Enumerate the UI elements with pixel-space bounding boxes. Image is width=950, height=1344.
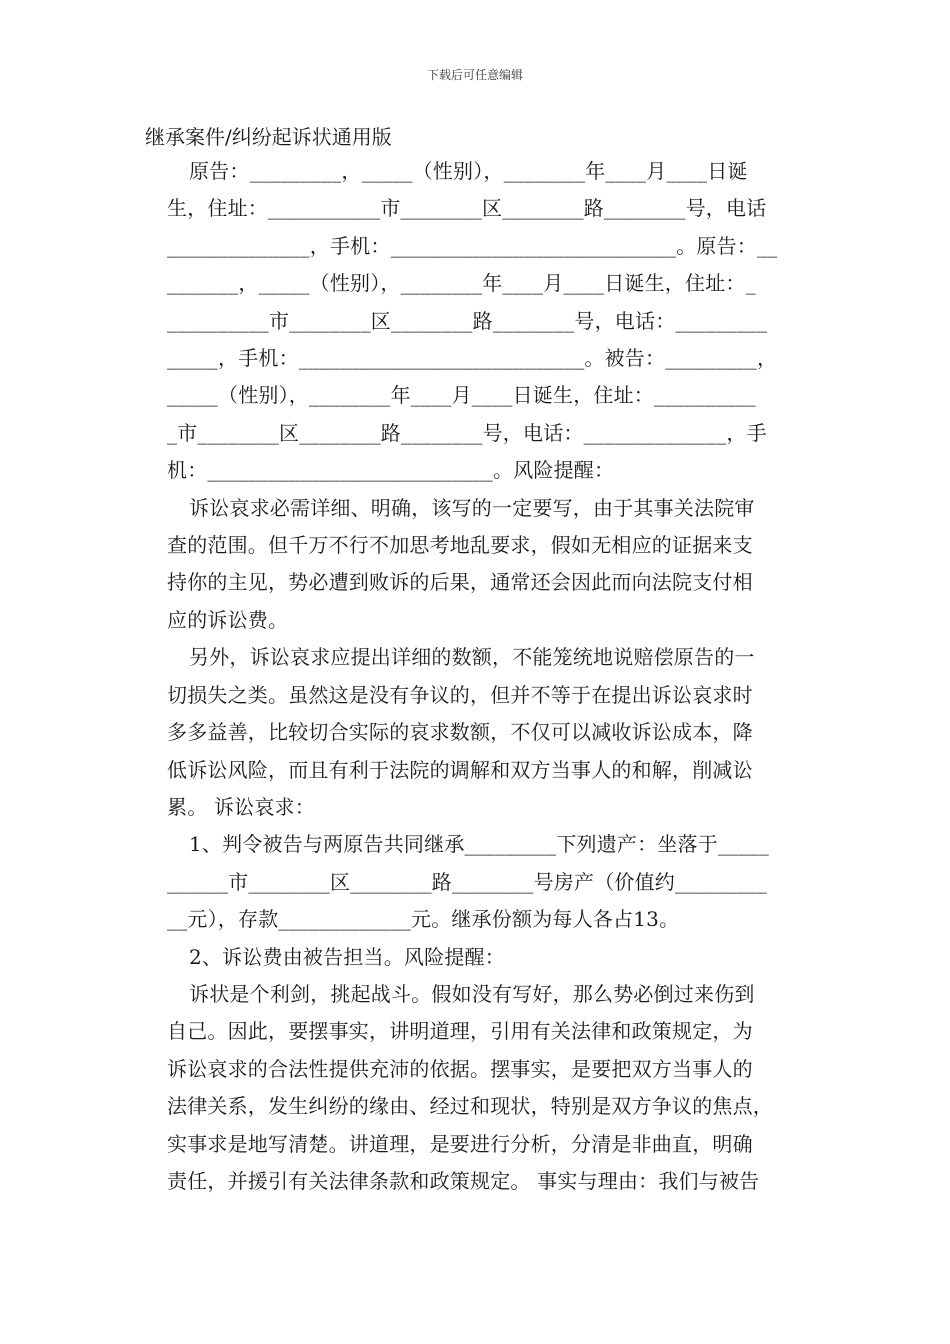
paragraph-claim-amounts <box>145 639 807 826</box>
text-line: 诉讼哀求的合法性提供充沛的依据。摆事实，是要把双方当事人的 <box>167 1056 753 1081</box>
text-line: 1、判令被告与两原告共同继承_________下列遗产：坐落于_____ <box>189 832 769 857</box>
text-line: 应的诉讼费。 <box>167 607 289 632</box>
text-line: 实事求是地写清楚。讲道理，是要进行分析，分清是非曲直，明确 <box>167 1131 753 1156</box>
text-line: 自己。因此，要摆事实，讲明道理，引用有关法律和政策规定，为 <box>167 1019 753 1044</box>
text-line: _市________区________路________号，电话：______________，手 <box>167 420 767 445</box>
text-line: 2、诉讼费由被告担当。风险提醒： <box>189 944 505 969</box>
text-line: 多多益善，比较切合实际的哀求数额，不仅可以减收诉讼成本，降 <box>167 720 753 745</box>
text-line: _______，_____（性别），________年____月____日诞生，住址：_ <box>167 271 756 296</box>
paragraph-claim-2 <box>145 939 807 976</box>
text-line: 诉状是个利剑，挑起战斗。假如没有写好，那么势必倒过来伤到 <box>189 981 755 1006</box>
text-line: 低诉讼风险，而且有利于法院的调解和双方当事人的和解，削减讼 <box>167 757 753 782</box>
paragraph-claim-1 <box>145 826 807 938</box>
document-body <box>145 153 807 1200</box>
text-line: __________市________区________路________号，电话：_________ <box>167 308 768 333</box>
text-line: ______市________区________路________号房产（价值约_________ <box>167 869 767 894</box>
text-line: 累。 诉讼哀求： <box>167 794 315 819</box>
text-line: _____，手机：____________________________。被告：_________， <box>167 346 778 371</box>
paragraph-parties <box>145 153 807 490</box>
text-line: 生，住址：___________市________区________路________号，电话 <box>167 196 767 221</box>
text-line: 诉讼哀求必需详细、明确，该写的一定要写，由于其事关法院审 <box>189 495 755 520</box>
text-line: 切损失之类。虽然这是没有争议的，但并不等于在提出诉讼哀求时 <box>167 682 753 707</box>
text-line: 持你的主见，势必遭到败诉的后果，通常还会因此而向法院支付相 <box>167 570 753 595</box>
text-line: 另外，诉讼哀求应提出详细的数额，不能笼统地说赔偿原告的一 <box>189 645 755 670</box>
paragraph-facts-guidance <box>145 976 807 1200</box>
text-line: _____（性别），________年____月____日诞生，住址：__________ <box>167 383 756 408</box>
paragraph-claim-requirements <box>145 490 807 640</box>
text-line: __元），存款_____________元。继承份额为每人各占13。 <box>167 907 680 932</box>
text-line: 责任，并援引有关法律条款和政策规定。 事实与理由：我们与被告 <box>167 1168 760 1193</box>
text-line: 机：____________________________。风险提醒： <box>167 458 615 483</box>
header-note: 下载后可任意编辑 <box>426 68 523 82</box>
text-line: ______________，手机：____________________________。原告：__ <box>167 233 778 258</box>
text-line: 法律关系，发生纠纷的缘由、经过和现状，特别是双方争议的焦点， <box>167 1094 773 1119</box>
text-line: 查的范围。但千万不行不加思考地乱要求，假如无相应的证据来支 <box>167 533 753 558</box>
text-line: 原告：_________，_____（性别），________年____月____日诞 <box>189 159 748 183</box>
document-title: 继承案件/纠纷起诉状通用版 <box>145 125 392 149</box>
